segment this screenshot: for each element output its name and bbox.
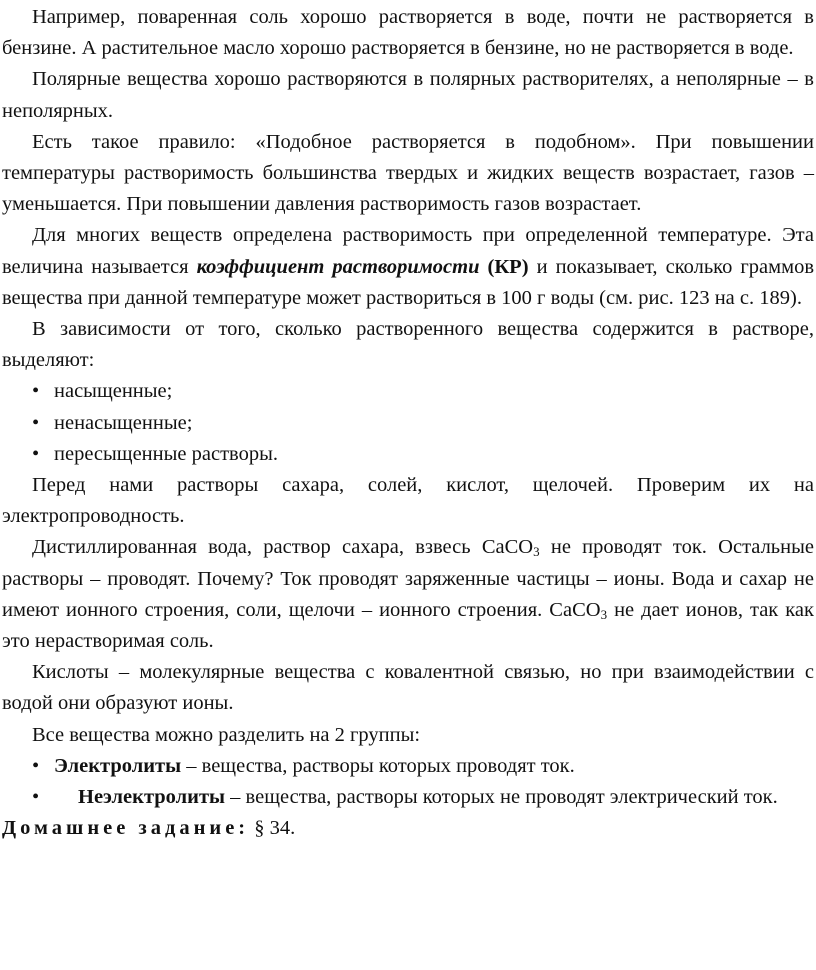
list-item-label: ненасыщенные; [54,411,193,434]
definition-text: – вещества, растворы которых проводят ток. [181,754,575,777]
homework-line [2,813,814,844]
paragraph-conductivity-explanation [2,532,814,657]
paragraph-conductivity-check: Перед нами растворы сахара, солей, кислот, щелочей. Проверим их на электропроводность. [2,474,814,528]
text-segment: и показывает, сколько граммов вещества при данной температуре может раствориться в 100 г воды (см. рис. 123 на с. 189). [2,255,814,309]
list-item-saturated [2,376,814,407]
term-nonelectrolytes: Неэлектролиты [78,786,226,809]
term-electrolytes: Электролиты [54,754,182,777]
bullet-icon: • [32,754,40,777]
list-item-electrolytes [2,751,814,782]
paragraph-solubility-example: Например, поваренная соль хорошо растворяется в воде, почти не растворяется в бензине. А растительное масло хорошо растворяется в бензине, но не растворяется в воде. [2,6,814,60]
subscript: 3 [533,544,540,560]
subscript: 3 [600,606,608,622]
paragraph-groups-intro: Все вещества можно разделить на 2 группы: [32,723,421,746]
homework-label: Домашнее задание: [2,817,250,840]
paragraph-solution-types-intro: В зависимости от того, сколько растворенного вещества содержится в растворе, выделяют: [2,318,814,372]
homework-value: § 34. [249,817,296,840]
text-segment: не дает ионов, так как это нерастворимая соль. [2,598,814,653]
paragraph-similar-rule: Есть такое правило: «Подобное растворяется в подобном». При повышении температуры растворимость большинства твердых и жидких веществ возрастает, газов – уменьшается. При повышении давления растворимость газов возрастает. [2,130,814,216]
list-item-supersaturated [2,439,814,470]
bullet-icon: • [32,442,40,465]
paragraph-polar-substances: Полярные вещества хорошо растворяются в полярных растворителях, а неполярные – в неполярных. [2,68,814,122]
definition-text: – вещества, растворы которых не проводят электрический ток. [225,786,778,809]
bullet-icon: • [32,786,40,809]
bullet-icon: • [32,411,40,434]
text-segment: не проводят ток. Остальные растворы – проводят. Почему? Ток проводят заряженные частицы – ионы. Вода и сахар не имеют ионного строения, соли, щелочи – ионного строения. CaCO [2,536,814,621]
list-item-label: пересыщенные растворы. [54,442,278,465]
term-abbreviation: (КР) [479,255,529,278]
list-item-label: насыщенные; [54,380,173,403]
paragraph-solubility-coefficient [2,220,814,314]
text-segment: Дистиллированная вода, раствор сахара, взвесь CaCO [32,536,534,559]
bullet-icon: • [32,380,40,403]
list-item-nonelectrolytes [2,782,814,813]
list-item-unsaturated [2,408,814,439]
term-solubility-coefficient: коэффициент растворимости [196,255,480,278]
paragraph-acids: Кислоты – молекулярные вещества с ковалентной связью, но при взаимодействии с водой они образуют ионы. [2,661,814,715]
text-segment: Для многих веществ определена растворимость при определенной температуре. Эта величина называется [2,224,814,278]
